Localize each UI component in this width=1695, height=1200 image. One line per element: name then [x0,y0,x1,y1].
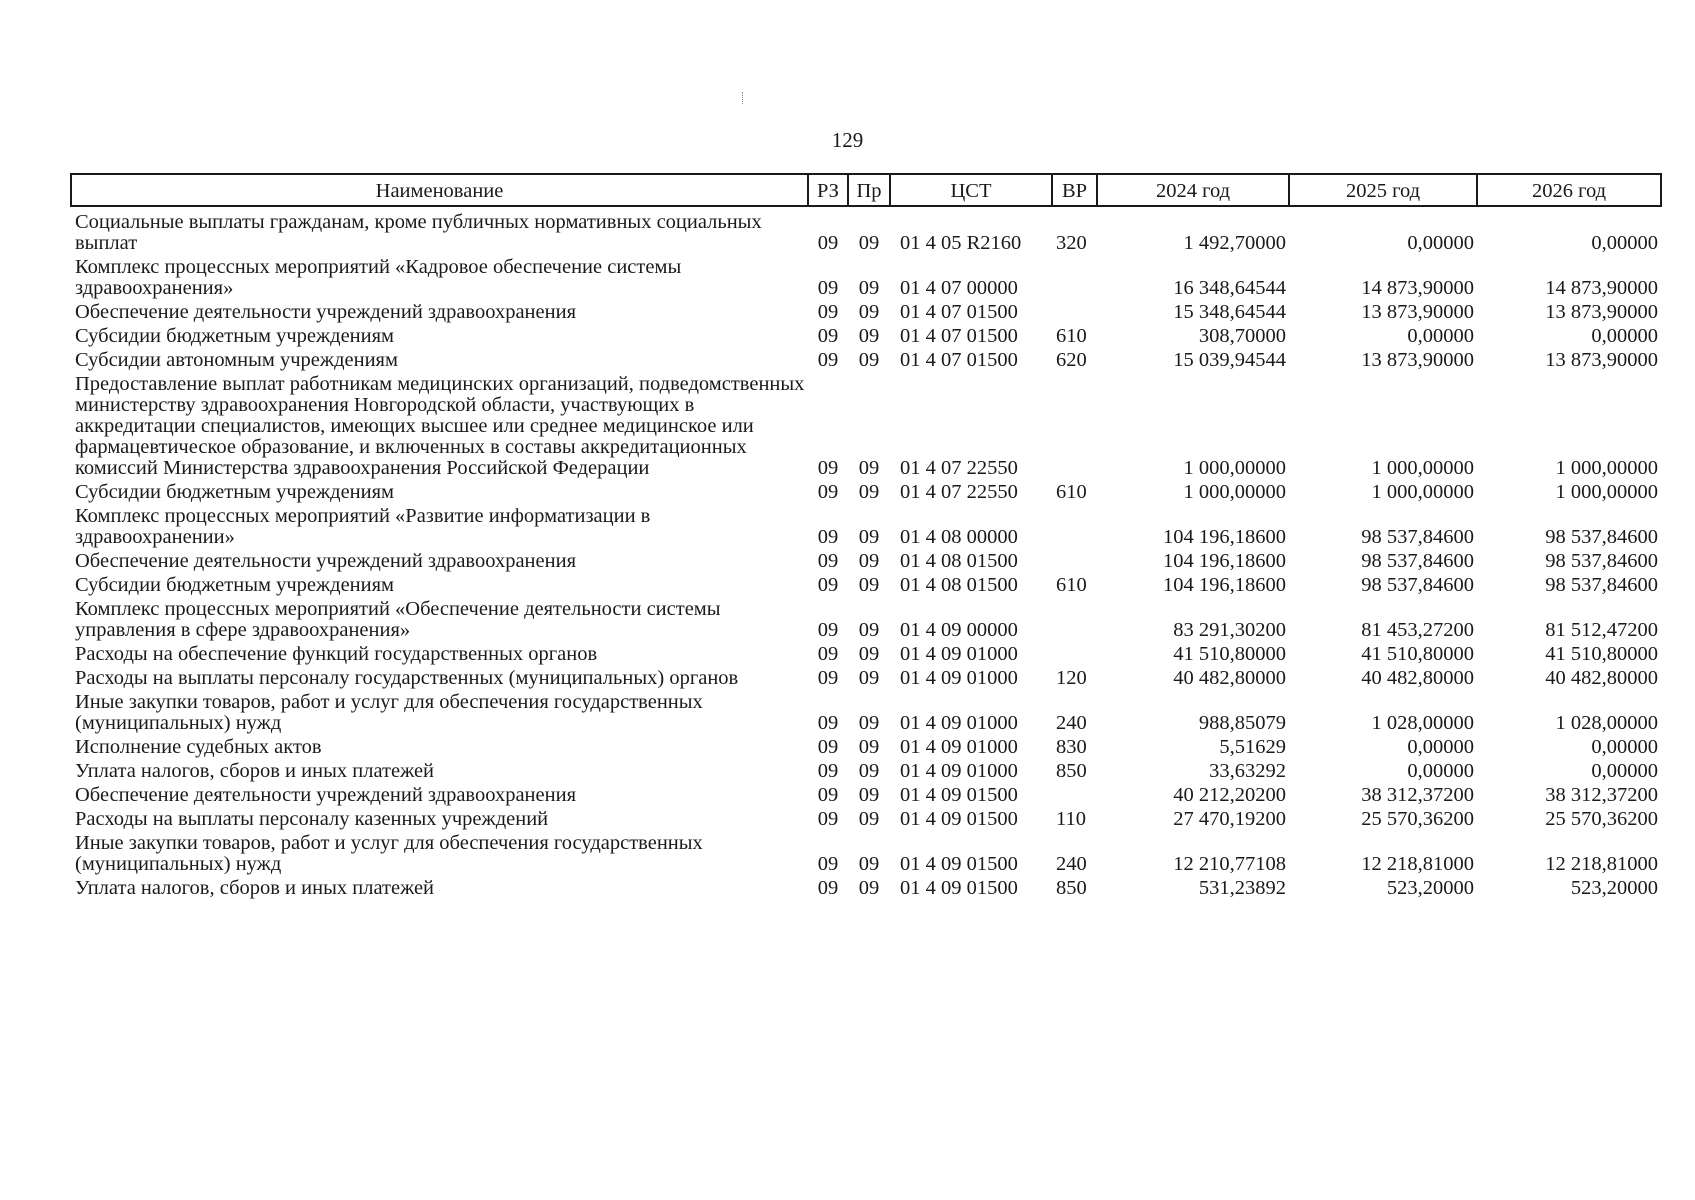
cell-name: Субсидии автономным учреждениям [75,349,398,371]
cell-rz: 09 [817,526,839,548]
cell-2024: 15 039,94544 [1173,349,1286,371]
cell-2025: 81 453,27200 [1361,619,1474,641]
cell-2025: 0,00000 [1407,760,1474,782]
cell-pr: 09 [858,643,880,665]
cell-cst: 01 4 07 01500 [900,301,1018,323]
cell-pr: 09 [858,526,880,548]
cell-rz: 09 [817,712,839,734]
table-body [71,206,1661,901]
table-row [71,325,1661,349]
cell-name: Субсидии бюджетным учреждениям [75,325,395,347]
table-row [71,877,1661,901]
cell-name: Иные закупки товаров, работ и услуг для обеспечения государственных (муниципальных) нужд [75,832,703,875]
cell-2024: 1 000,00000 [1183,481,1286,503]
cell-2026: 98 537,84600 [1545,574,1658,596]
cell-cst: 01 4 08 01500 [900,574,1018,596]
page-number: 129 [831,128,864,152]
cell-cst: 01 4 09 01000 [900,712,1018,734]
cell-rz: 09 [817,760,839,782]
cell-name: Социальные выплаты гражданам, кроме публичных нормативных социальных выплат [75,211,762,254]
cell-pr: 09 [858,550,880,572]
cell-name: Субсидии бюджетным учреждениям [75,574,395,596]
cell-pr: 09 [858,736,880,758]
cell-rz: 09 [817,643,839,665]
cell-name: Комплекс процессных мероприятий «Кадровое обеспечение системы здравоохранения» [75,256,682,299]
cell-cst: 01 4 05 R2160 [900,232,1022,254]
cell-cst: 01 4 09 00000 [900,619,1018,641]
cell-vr [1052,550,1097,574]
cell-2024: 83 291,30200 [1173,619,1286,641]
cell-pr: 09 [858,784,880,806]
header-cst: ЦСТ [890,174,1052,206]
cell-vr: 120 [1056,667,1087,689]
cell-vr: 240 [1056,712,1087,734]
cell-pr: 09 [858,712,880,734]
table-row [71,643,1661,667]
table-row [71,373,1661,481]
cell-vr: 620 [1056,349,1087,371]
header-2026: 2026 год [1477,174,1661,206]
header-pr: Пр [848,174,890,206]
cell-cst: 01 4 08 01500 [900,550,1018,572]
cell-2024: 531,23892 [1198,877,1286,899]
cell-vr [1052,256,1097,301]
cell-2026: 523,20000 [1570,877,1658,899]
cell-2024: 12 210,77108 [1173,853,1286,875]
cell-2025: 1 000,00000 [1371,481,1474,503]
cell-2024: 1 492,70000 [1183,232,1286,254]
table-row [71,667,1661,691]
cell-rz: 09 [817,301,839,323]
cell-rz: 09 [817,736,839,758]
cell-2026: 98 537,84600 [1545,526,1658,548]
cell-2025: 98 537,84600 [1361,550,1474,572]
cell-2026: 0,00000 [1591,325,1658,347]
cell-2026: 1 000,00000 [1555,481,1658,503]
cell-2026: 81 512,47200 [1545,619,1658,641]
table-row [71,481,1661,505]
cell-name: Расходы на выплаты персоналу казенных учреждений [75,808,549,830]
cell-pr: 09 [858,760,880,782]
cell-2024: 988,85079 [1198,712,1286,734]
cell-pr: 09 [858,667,880,689]
cell-rz: 09 [817,808,839,830]
cell-cst: 01 4 07 01500 [900,349,1018,371]
cell-vr [1052,301,1097,325]
cell-2026: 1 028,00000 [1555,712,1658,734]
cell-pr: 09 [858,349,880,371]
cell-cst: 01 4 07 22550 [900,457,1018,479]
cell-name: Уплата налогов, сборов и иных платежей [75,760,435,782]
cell-name: Уплата налогов, сборов и иных платежей [75,877,435,899]
cell-vr: 850 [1056,877,1087,899]
cell-2024: 27 470,19200 [1173,808,1286,830]
cell-name: Обеспечение деятельности учреждений здравоохранения [75,301,576,323]
cell-name: Иные закупки товаров, работ и услуг для обеспечения государственных (муниципальных) нужд [75,691,703,734]
cell-2025: 0,00000 [1407,325,1474,347]
header-vr: ВР [1052,174,1097,206]
cell-2026: 25 570,36200 [1545,808,1658,830]
cell-pr: 09 [858,877,880,899]
cell-name: Комплекс процессных мероприятий «Обеспечение деятельности системы управления в сфере здравоохранения» [75,598,721,641]
cell-cst: 01 4 09 01500 [900,808,1018,830]
cell-2024: 308,70000 [1198,325,1286,347]
cell-2025: 0,00000 [1407,736,1474,758]
cell-vr [1052,373,1097,481]
cell-2024: 1 000,00000 [1183,457,1286,479]
cell-2025: 13 873,90000 [1361,301,1474,323]
table-row [71,349,1661,373]
cell-2026: 0,00000 [1591,736,1658,758]
cell-name: Обеспечение деятельности учреждений здравоохранения [75,550,576,572]
cell-2025: 13 873,90000 [1361,349,1474,371]
cell-cst: 01 4 09 01500 [900,877,1018,899]
cell-pr: 09 [858,808,880,830]
cell-name: Комплекс процессных мероприятий «Развитие информатизации в здравоохранении» [75,505,651,548]
cell-2024: 104 196,18600 [1163,526,1286,548]
table-row [71,691,1661,736]
cell-pr: 09 [858,481,880,503]
cell-cst: 01 4 07 01500 [900,325,1018,347]
cell-cst: 01 4 09 01000 [900,736,1018,758]
cell-2025: 38 312,37200 [1361,784,1474,806]
cell-2025: 12 218,81000 [1361,853,1474,875]
table-row [71,505,1661,550]
cell-2025: 523,20000 [1386,877,1474,899]
cell-rz: 09 [817,232,839,254]
cell-name: Предоставление выплат работникам медицинских организаций, подведомственных министерству здравоохранения Новгородской области, участвующих в аккредитации специалистов, имеющих высшее или среднее медицинское или фармацевтическое образование, и включенных в составы аккредитационных комиссий Министерства здравоохранения Российской Федерации [75,373,805,479]
cell-2026: 40 482,80000 [1545,667,1658,689]
cell-vr: 610 [1056,325,1087,347]
cell-rz: 09 [817,877,839,899]
cell-vr: 610 [1056,481,1087,503]
cell-2024: 41 510,80000 [1173,643,1286,665]
table-row [71,550,1661,574]
cell-vr [1052,505,1097,550]
cell-pr: 09 [858,853,880,875]
cell-vr: 830 [1056,736,1087,758]
cell-2024: 104 196,18600 [1163,550,1286,572]
cell-cst: 01 4 07 22550 [900,481,1018,503]
cell-2025: 98 537,84600 [1361,526,1474,548]
cell-2024: 33,63292 [1209,760,1286,782]
cell-2024: 40 212,20200 [1173,784,1286,806]
cell-pr: 09 [858,301,880,323]
cell-2026: 41 510,80000 [1545,643,1658,665]
header-2024: 2024 год [1097,174,1289,206]
table-row [71,206,1661,256]
cell-pr: 09 [858,457,880,479]
cell-vr: 850 [1056,760,1087,782]
cell-name: Обеспечение деятельности учреждений здравоохранения [75,784,576,806]
header-2025: 2025 год [1289,174,1477,206]
cell-rz: 09 [817,574,839,596]
cell-rz: 09 [817,277,839,299]
cell-vr: 320 [1056,232,1087,254]
cell-cst: 01 4 07 00000 [900,277,1018,299]
cell-2024: 40 482,80000 [1173,667,1286,689]
cell-2024: 104 196,18600 [1163,574,1286,596]
cell-2025: 25 570,36200 [1361,808,1474,830]
header-name: Наименование [71,174,808,206]
cell-2026: 38 312,37200 [1545,784,1658,806]
cell-2026: 0,00000 [1591,232,1658,254]
cell-2026: 0,00000 [1591,760,1658,782]
cell-2024: 15 348,64544 [1173,301,1286,323]
table-row [71,574,1661,598]
cell-2025: 40 482,80000 [1361,667,1474,689]
cell-rz: 09 [817,457,839,479]
header-rz: РЗ [808,174,848,206]
cell-2026: 13 873,90000 [1545,301,1658,323]
cell-2024: 16 348,64544 [1173,277,1286,299]
cell-rz: 09 [817,325,839,347]
cell-pr: 09 [858,277,880,299]
cell-name: Расходы на обеспечение функций государственных органов [75,643,598,665]
table-row [71,598,1661,643]
cell-2026: 1 000,00000 [1555,457,1658,479]
cell-cst: 01 4 08 00000 [900,526,1018,548]
cell-rz: 09 [817,853,839,875]
table-row [71,256,1661,301]
cell-2025: 1 028,00000 [1371,712,1474,734]
cell-2025: 41 510,80000 [1361,643,1474,665]
cell-vr: 610 [1056,574,1087,596]
table-row [71,760,1661,784]
cell-2025: 98 537,84600 [1361,574,1474,596]
cell-rz: 09 [817,550,839,572]
cell-vr [1052,784,1097,808]
cell-vr [1052,643,1097,667]
scan-speck [742,92,747,104]
cell-rz: 09 [817,667,839,689]
cell-vr: 240 [1056,853,1087,875]
cell-pr: 09 [858,232,880,254]
cell-name: Субсидии бюджетным учреждениям [75,481,395,503]
cell-name: Расходы на выплаты персоналу государственных (муниципальных) органов [75,667,739,689]
cell-rz: 09 [817,619,839,641]
cell-2026: 98 537,84600 [1545,550,1658,572]
cell-2024: 5,51629 [1219,736,1286,758]
cell-2026: 14 873,90000 [1545,277,1658,299]
cell-2025: 14 873,90000 [1361,277,1474,299]
cell-name: Исполнение судебных актов [75,736,322,758]
cell-2025: 0,00000 [1407,232,1474,254]
cell-cst: 01 4 09 01000 [900,667,1018,689]
table-header-row [71,174,1661,206]
cell-cst: 01 4 09 01500 [900,784,1018,806]
cell-vr [1052,598,1097,643]
cell-2025: 1 000,00000 [1371,457,1474,479]
cell-rz: 09 [817,349,839,371]
table-row [71,784,1661,808]
table-row [71,301,1661,325]
cell-pr: 09 [858,574,880,596]
table-row [71,808,1661,832]
cell-pr: 09 [858,325,880,347]
cell-rz: 09 [817,784,839,806]
cell-vr: 110 [1056,808,1086,830]
budget-table [70,173,1662,901]
cell-cst: 01 4 09 01500 [900,853,1018,875]
cell-2026: 13 873,90000 [1545,349,1658,371]
table-row [71,832,1661,877]
cell-cst: 01 4 09 01000 [900,643,1018,665]
cell-2026: 12 218,81000 [1545,853,1658,875]
table-row [71,736,1661,760]
cell-cst: 01 4 09 01000 [900,760,1018,782]
cell-pr: 09 [858,619,880,641]
cell-rz: 09 [817,481,839,503]
